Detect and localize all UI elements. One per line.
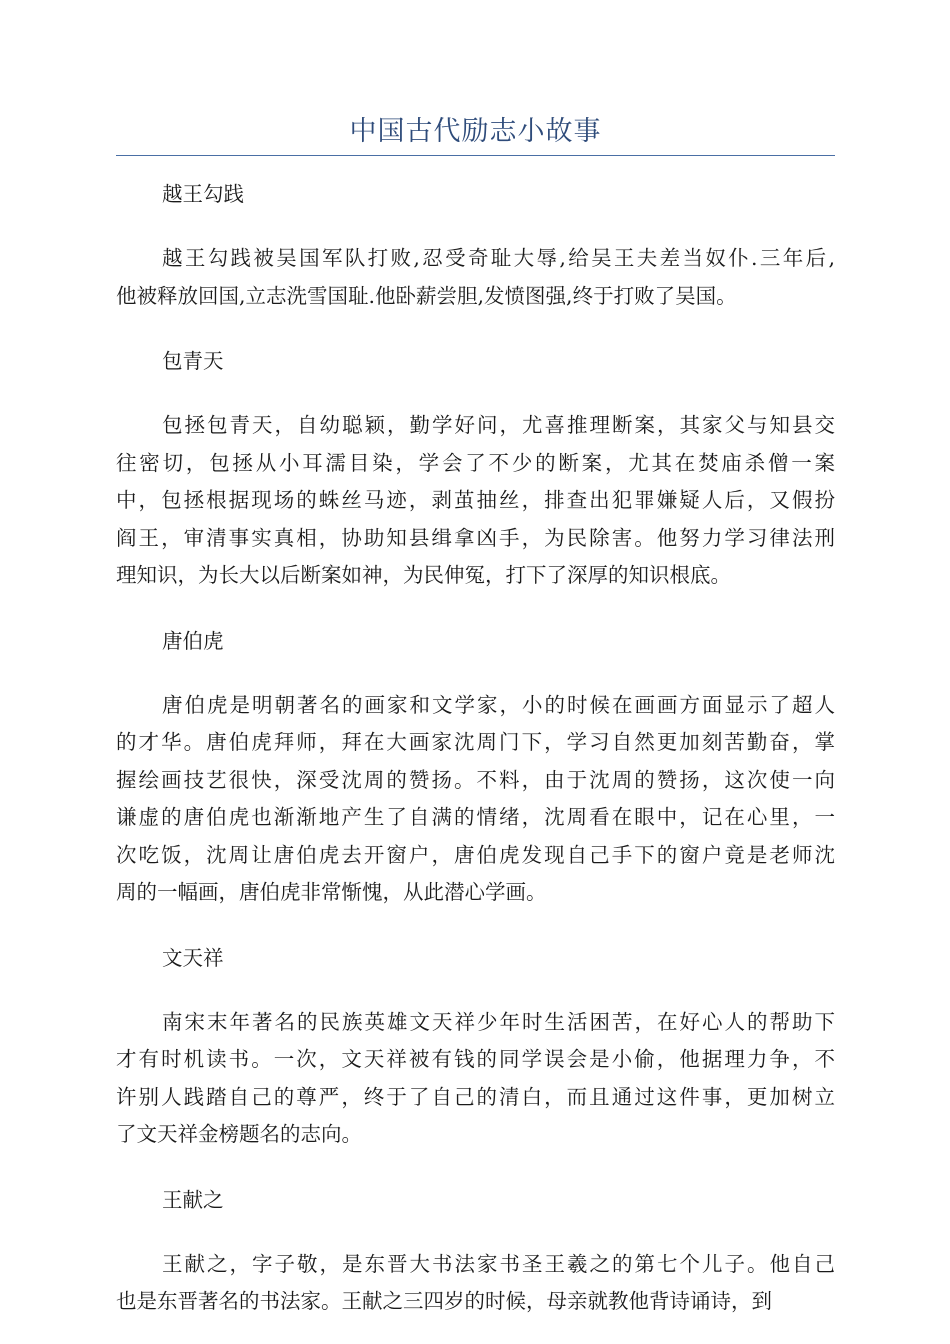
paragraph-line: 了文天祥金榜题名的志向。 xyxy=(116,1122,362,1146)
paragraph-line: 包拯包青天，自幼聪颖，勤学好问，尤喜推理断案，其家父与知县交 xyxy=(162,413,835,437)
story-heading: 文天祥 xyxy=(162,945,224,970)
paragraph-line: 次吃饭，沈周让唐伯虎去开窗户，唐伯虎发现自己手下的窗户竟是老师沈 xyxy=(116,842,835,867)
story-heading: 越王勾践 xyxy=(162,182,244,206)
story-heading: 唐伯虎 xyxy=(162,628,224,653)
story-paragraph xyxy=(116,1004,835,1154)
paragraph-line: 谦虚的唐伯虎也渐渐地产生了自满的情绪，沈周看在眼中，记在心里，一 xyxy=(116,805,835,829)
document-body xyxy=(116,173,835,1344)
document-title: 中国古代励志小故事 xyxy=(349,116,602,147)
paragraph-line: 南宋末年著名的民族英雄文天祥少年时生活困苦，在好心人的帮助下 xyxy=(162,1009,835,1034)
story-paragraph xyxy=(116,1246,835,1321)
paragraph-line: 往密切，包拯从小耳濡目染，学会了不少的断案，尤其在焚庙杀僧一案 xyxy=(116,450,835,475)
paragraph-line: 他被释放回国,立志洗雪国耻.他卧薪尝胆,发愤图强,终于打败了吴国。 xyxy=(116,283,737,308)
paragraph-line: 唐伯虎是明朝著名的画家和文学家，小的时候在画画方面显示了超人 xyxy=(162,692,835,717)
story-paragraph xyxy=(116,687,835,912)
paragraph-line: 越王勾践被吴国军队打败,忍受奇耻大辱,给吴王夫差当奴仆.三年后, xyxy=(162,246,835,270)
paragraph-line: 理知识，为长大以后断案如神，为民伸冤，打下了深厚的知识根底。 xyxy=(116,563,731,587)
paragraph-line: 的才华。唐伯虎拜师，拜在大画家沈周门下，学习自然更加刻苦勤奋，掌 xyxy=(116,730,835,754)
paragraph-line: 阎王，审清事实真相，协助知县缉拿凶手，为民除害。他努力学习律法刑 xyxy=(116,525,835,550)
story-paragraph xyxy=(116,240,835,315)
paragraph-line: 周的一幅画，唐伯虎非常惭愧，从此潜心学画。 xyxy=(116,880,547,904)
paragraph-line: 中，包拯根据现场的蛛丝马迹，剥茧抽丝，排查出犯罪嫌疑人后，又假扮 xyxy=(116,488,835,512)
paragraph-line: 才有时机读书。一次，文天祥被有钱的同学误会是小偷，他据理力争，不 xyxy=(116,1047,835,1071)
title-underline xyxy=(116,155,835,156)
paragraph-line: 许别人践踏自己的尊严，终于了自己的清白，而且通过这件事，更加树立 xyxy=(116,1084,835,1109)
paragraph-line: 握绘画技艺很快，深受沈周的赞扬。不料，由于沈周的赞扬，这次使一向 xyxy=(116,767,835,792)
story-paragraph xyxy=(116,407,835,595)
story-heading: 王献之 xyxy=(162,1187,224,1212)
paragraph-line: 也是东晋著名的书法家。王献之三四岁的时候，母亲就教他背诗诵诗，到 xyxy=(116,1289,772,1313)
story-heading: 包青天 xyxy=(162,349,224,373)
paragraph-line: 王献之，字子敬，是东晋大书法家书圣王羲之的第七个儿子。他自己 xyxy=(162,1251,835,1276)
